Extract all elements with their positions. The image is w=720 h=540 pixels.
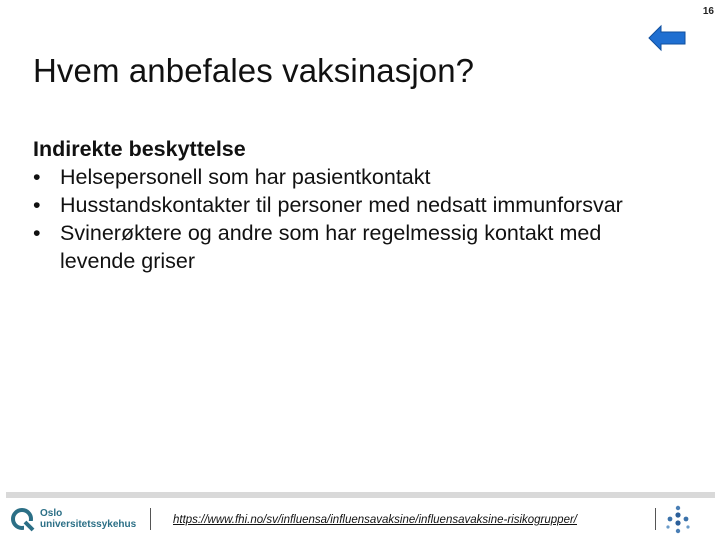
subheading: Indirekte beskyttelse [33,137,246,161]
logo-mark-icon [10,506,36,532]
bullet-marker: • [33,221,41,245]
bullet-list [33,163,673,275]
slide-number: 16 [702,6,714,17]
list-item [33,219,673,275]
slide-title: Hvem anbefales vaksinasjon? [33,52,475,89]
list-item-text: Husstandskontakter til personer med nedsatt immunforsvar [60,193,623,217]
bullet-marker: • [33,165,41,189]
slide-content [33,135,673,275]
source-link[interactable]: https://www.fhi.no/sv/influensa/influensavaksine/influensavaksine-risikogrupper/ [173,514,577,526]
hospital-logo [10,504,160,536]
list-item [33,191,673,219]
logo-line-1: Oslo [40,508,63,519]
list-item-text: Svinerøktere og andre som har regelmessig kontakt med levende griser [60,221,602,273]
arrow-left-icon[interactable] [647,24,687,52]
footer-divider [655,508,656,530]
footer-divider [150,508,151,530]
bullet-marker: • [33,193,41,217]
footer-bar [6,492,715,498]
logo-line-2: universitetssykehus [40,519,137,530]
list-item [33,163,673,191]
list-item-text: Helsepersonell som har pasientkontakt [60,165,431,189]
logo-text [40,508,136,530]
dots-cross-icon [664,505,692,535]
